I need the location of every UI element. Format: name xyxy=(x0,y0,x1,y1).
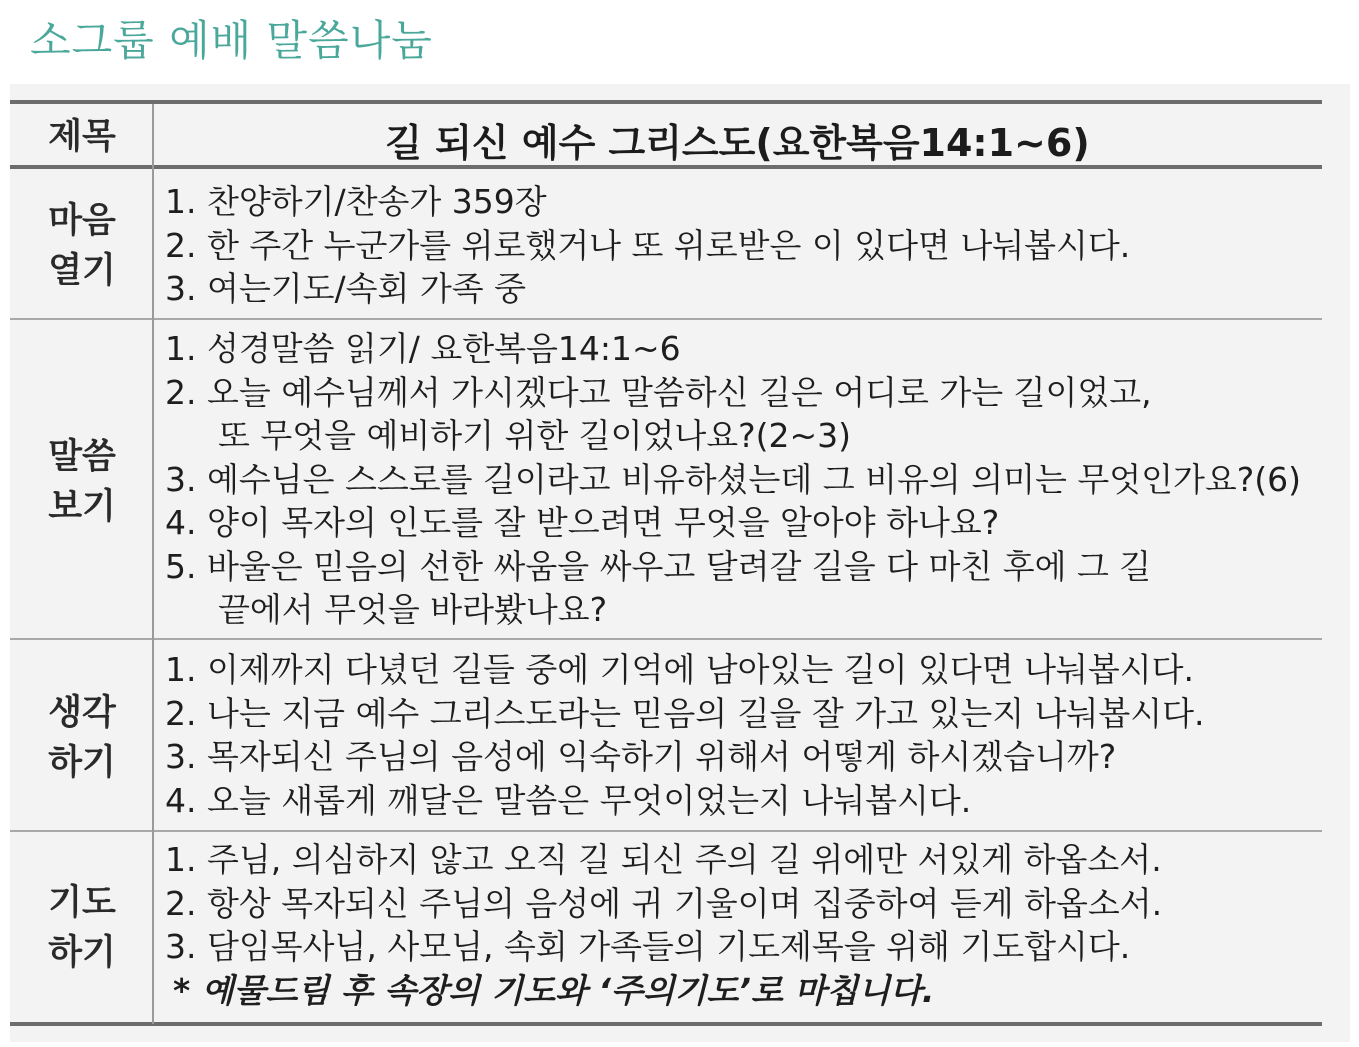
list-item: 2. 한 주간 누군가를 위로했거나 또 위로받은 이 있다면 나눠봅시다. xyxy=(165,225,1131,265)
section-items-think xyxy=(165,648,1325,822)
section-divider xyxy=(10,318,1322,320)
section-label-heart: 마음 열기 xyxy=(48,201,116,291)
section-label-word: 말씀 보기 xyxy=(48,437,116,527)
closing-note: * 예물드림 후 속장의 기도와 ‘주의기도’로 마칩니다. xyxy=(173,970,935,1010)
list-item: 5. 바울은 믿음의 선한 싸움을 싸우고 달려갈 길을 다 마친 후에 그 길 xyxy=(165,546,1152,586)
table-top-rule xyxy=(10,100,1322,104)
section-divider xyxy=(10,638,1322,640)
list-item: 3. 목자되신 주님의 음성에 익숙하기 위해서 어떻게 하시겠습니까? xyxy=(165,737,1117,776)
column-divider xyxy=(152,104,154,1024)
list-item: 1. 성경말씀 읽기/ 요한복음14:1~6 xyxy=(165,329,681,368)
list-item: 1. 찬양하기/찬송가 359장 xyxy=(165,182,547,221)
list-item-continuation: 끝에서 무엇을 바라봤나요? xyxy=(218,590,608,629)
section-items-pray xyxy=(165,838,1325,1012)
sermon-title: 길 되신 예수 그리스도(요한복음14:1~6) xyxy=(385,121,1090,165)
section-label-pray: 기도 하기 xyxy=(48,883,116,973)
list-item: 3. 담임목사님, 사모님, 속회 가족들의 기도제목을 위해 기도합시다. xyxy=(165,927,1131,966)
list-item: 2. 항상 목자되신 주님의 음성에 귀 기울이며 집중하여 듣게 하옵소서. xyxy=(165,883,1163,923)
list-item: 3. 예수님은 스스로를 길이라고 비유하셨는데 그 비유의 의미는 무엇인가요?(6) xyxy=(165,459,1302,499)
section-items-heart xyxy=(165,180,1325,311)
section-label-think: 생각 하기 xyxy=(48,693,116,783)
table-bottom-rule xyxy=(10,1022,1322,1026)
list-item: 1. 주님, 의심하지 않고 오직 길 되신 주의 길 위에만 서있게 하옵소서. xyxy=(165,840,1162,879)
list-item-continuation: 또 무엇을 예비하기 위한 길이었나요?(2~3) xyxy=(218,416,852,455)
header-label: 제목 xyxy=(48,117,116,157)
list-item: 2. 오늘 예수님께서 가시겠다고 말씀하신 길은 어디로 가는 길이었고, xyxy=(165,372,1152,412)
section-items-word xyxy=(165,327,1325,632)
list-item: 4. 양이 목자의 인도를 잘 받으려면 무엇을 알아야 하나요? xyxy=(165,503,1000,542)
page-title: 소그룹 예배 말씀나눔 xyxy=(30,16,433,65)
section-divider xyxy=(10,830,1322,832)
list-item: 3. 여는기도/속회 가족 중 xyxy=(165,269,526,308)
list-item: 1. 이제까지 다녔던 길들 중에 기억에 남아있는 길이 있다면 나눠봅시다. xyxy=(165,650,1194,689)
list-item: 2. 나는 지금 예수 그리스도라는 믿음의 길을 잘 가고 있는지 나눠봅시다. xyxy=(165,693,1205,733)
list-item: 4. 오늘 새롭게 깨달은 말씀은 무엇이었는지 나눠봅시다. xyxy=(165,780,972,820)
